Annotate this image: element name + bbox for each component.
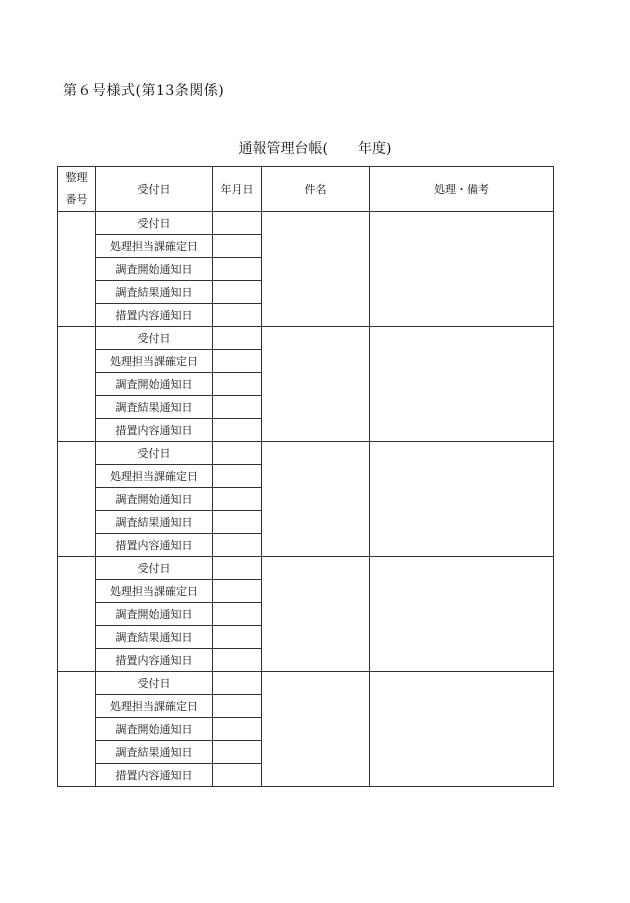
milestone-label: 調査結果通知日 — [96, 741, 213, 764]
table-row — [58, 212, 554, 235]
milestone-label: 受付日 — [96, 327, 213, 350]
date-cell[interactable] — [213, 649, 262, 672]
date-cell[interactable] — [213, 695, 262, 718]
date-cell[interactable] — [213, 281, 262, 304]
milestone-label: 調査開始通知日 — [96, 488, 213, 511]
serial-number-cell[interactable] — [58, 212, 96, 327]
table-row — [58, 557, 554, 580]
header-serial-number — [58, 167, 96, 212]
milestone-label: 措置内容通知日 — [96, 419, 213, 442]
date-cell[interactable] — [213, 304, 262, 327]
remarks-cell[interactable] — [370, 557, 554, 672]
table-row — [58, 442, 554, 465]
date-cell[interactable] — [213, 603, 262, 626]
serial-number-cell[interactable] — [58, 442, 96, 557]
date-cell[interactable] — [213, 350, 262, 373]
milestone-label: 処理担当課確定日 — [96, 465, 213, 488]
milestone-label: 処理担当課確定日 — [96, 580, 213, 603]
remarks-cell[interactable] — [370, 327, 554, 442]
date-cell[interactable] — [213, 442, 262, 465]
date-cell[interactable] — [213, 580, 262, 603]
milestone-label: 受付日 — [96, 442, 213, 465]
milestone-label: 措置内容通知日 — [96, 304, 213, 327]
ledger-body — [58, 212, 554, 787]
milestone-label: 受付日 — [96, 212, 213, 235]
subject-cell[interactable] — [262, 672, 370, 787]
milestone-label: 調査結果通知日 — [96, 396, 213, 419]
remarks-cell[interactable] — [370, 212, 554, 327]
milestone-label: 調査結果通知日 — [96, 511, 213, 534]
ledger-title-suffix: 年度) — [358, 141, 392, 157]
date-cell[interactable] — [213, 718, 262, 741]
header-received-date: 受付日 — [96, 167, 213, 212]
serial-number-cell[interactable] — [58, 672, 96, 787]
date-cell[interactable] — [213, 258, 262, 281]
subject-cell[interactable] — [262, 557, 370, 672]
date-cell[interactable] — [213, 557, 262, 580]
date-cell[interactable] — [213, 741, 262, 764]
header-remarks: 処理・備考 — [370, 167, 554, 212]
milestone-label: 措置内容通知日 — [96, 534, 213, 557]
date-cell[interactable] — [213, 511, 262, 534]
date-cell[interactable] — [213, 672, 262, 695]
date-cell[interactable] — [213, 212, 262, 235]
remarks-cell[interactable] — [370, 442, 554, 557]
milestone-label: 調査開始通知日 — [96, 258, 213, 281]
date-cell[interactable] — [213, 764, 262, 787]
date-cell[interactable] — [213, 396, 262, 419]
date-cell[interactable] — [213, 465, 262, 488]
table-row — [58, 327, 554, 350]
date-cell[interactable] — [213, 235, 262, 258]
ledger-table — [57, 166, 554, 787]
date-cell[interactable] — [213, 626, 262, 649]
header-date: 年月日 — [213, 167, 262, 212]
date-cell[interactable] — [213, 534, 262, 557]
milestone-label: 処理担当課確定日 — [96, 695, 213, 718]
subject-cell[interactable] — [262, 212, 370, 327]
header-row — [58, 167, 554, 212]
milestone-label: 調査結果通知日 — [96, 281, 213, 304]
date-cell[interactable] — [213, 488, 262, 511]
serial-number-cell[interactable] — [58, 557, 96, 672]
ledger-title-prefix: 通報管理台帳( — [238, 141, 328, 157]
milestone-label: 措置内容通知日 — [96, 764, 213, 787]
table-row — [58, 672, 554, 695]
subject-cell[interactable] — [262, 327, 370, 442]
milestone-label: 調査開始通知日 — [96, 373, 213, 396]
milestone-label: 調査結果通知日 — [96, 626, 213, 649]
date-cell[interactable] — [213, 327, 262, 350]
header-seiri: 整理 — [65, 171, 88, 184]
milestone-label: 処理担当課確定日 — [96, 350, 213, 373]
subject-cell[interactable] — [262, 442, 370, 557]
ledger-title — [0, 138, 630, 158]
header-bangou: 番号 — [65, 193, 88, 206]
milestone-label: 調査開始通知日 — [96, 603, 213, 626]
header-subject: 件名 — [262, 167, 370, 212]
milestone-label: 受付日 — [96, 557, 213, 580]
serial-number-cell[interactable] — [58, 327, 96, 442]
date-cell[interactable] — [213, 419, 262, 442]
form-number: 第６号様式(第13条関係) — [63, 83, 225, 99]
milestone-label: 措置内容通知日 — [96, 649, 213, 672]
milestone-label: 受付日 — [96, 672, 213, 695]
remarks-cell[interactable] — [370, 672, 554, 787]
milestone-label: 調査開始通知日 — [96, 718, 213, 741]
date-cell[interactable] — [213, 373, 262, 396]
milestone-label: 処理担当課確定日 — [96, 235, 213, 258]
